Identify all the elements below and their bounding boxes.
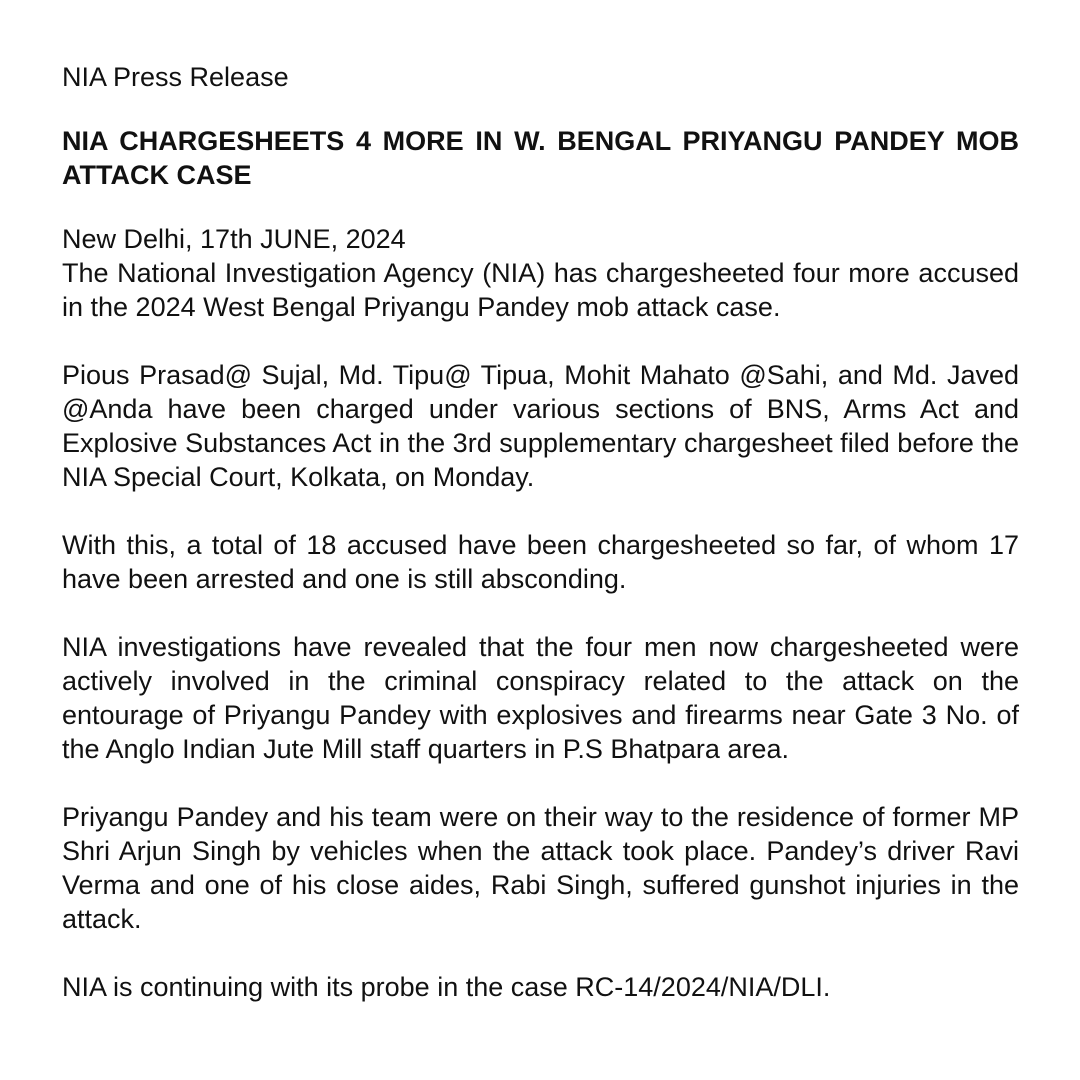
- paragraph-intro: [62, 222, 1019, 324]
- paragraph-investigation: NIA investigations have revealed that the four men now chargesheeted were actively involved in the criminal conspiracy related to the attack on the entourage of Priyangu Pandey with explosives and firearms near Gate 3 No. of the Anglo Indian Jute Mill staff quarters in P.S Bhatpara area.: [62, 632, 1019, 764]
- dateline: New Delhi, 17th JUNE, 2024: [62, 224, 406, 254]
- paragraph-accused: Pious Prasad@ Sujal, Md. Tipu@ Tipua, Mohit Mahato @Sahi, and Md. Javed @Anda have been charged under various sections of BNS, Arms Act and Explosive Substances Act in the 3rd supplementary chargesheet filed before the NIA Special Court, Kolkata, on Monday.: [62, 360, 1019, 492]
- press-release: [62, 60, 1019, 1038]
- paragraph-total: With this, a total of 18 accused have been chargesheeted so far, of whom 17 have been arrested and one is still absconding.: [62, 530, 1019, 594]
- source-label: NIA Press Release: [62, 62, 289, 92]
- headline: NIA CHARGESHEETS 4 MORE IN W. BENGAL PRIYANGU PANDEY MOB ATTACK CASE: [62, 126, 1019, 190]
- paragraph-text: The National Investigation Agency (NIA) has chargesheeted four more accused in the 2024 West Bengal Priyangu Pandey mob attack case.: [62, 258, 1019, 322]
- paragraph-probe: NIA is continuing with its probe in the case RC-14/2024/NIA/DLI.: [62, 972, 831, 1002]
- paragraph-attack-details: Priyangu Pandey and his team were on their way to the residence of former MP Shri Arjun Singh by vehicles when the attack took place. Pandey’s driver Ravi Verma and one of his close aides, Rabi Singh, suffered gunshot injuries in the attack.: [62, 802, 1019, 934]
